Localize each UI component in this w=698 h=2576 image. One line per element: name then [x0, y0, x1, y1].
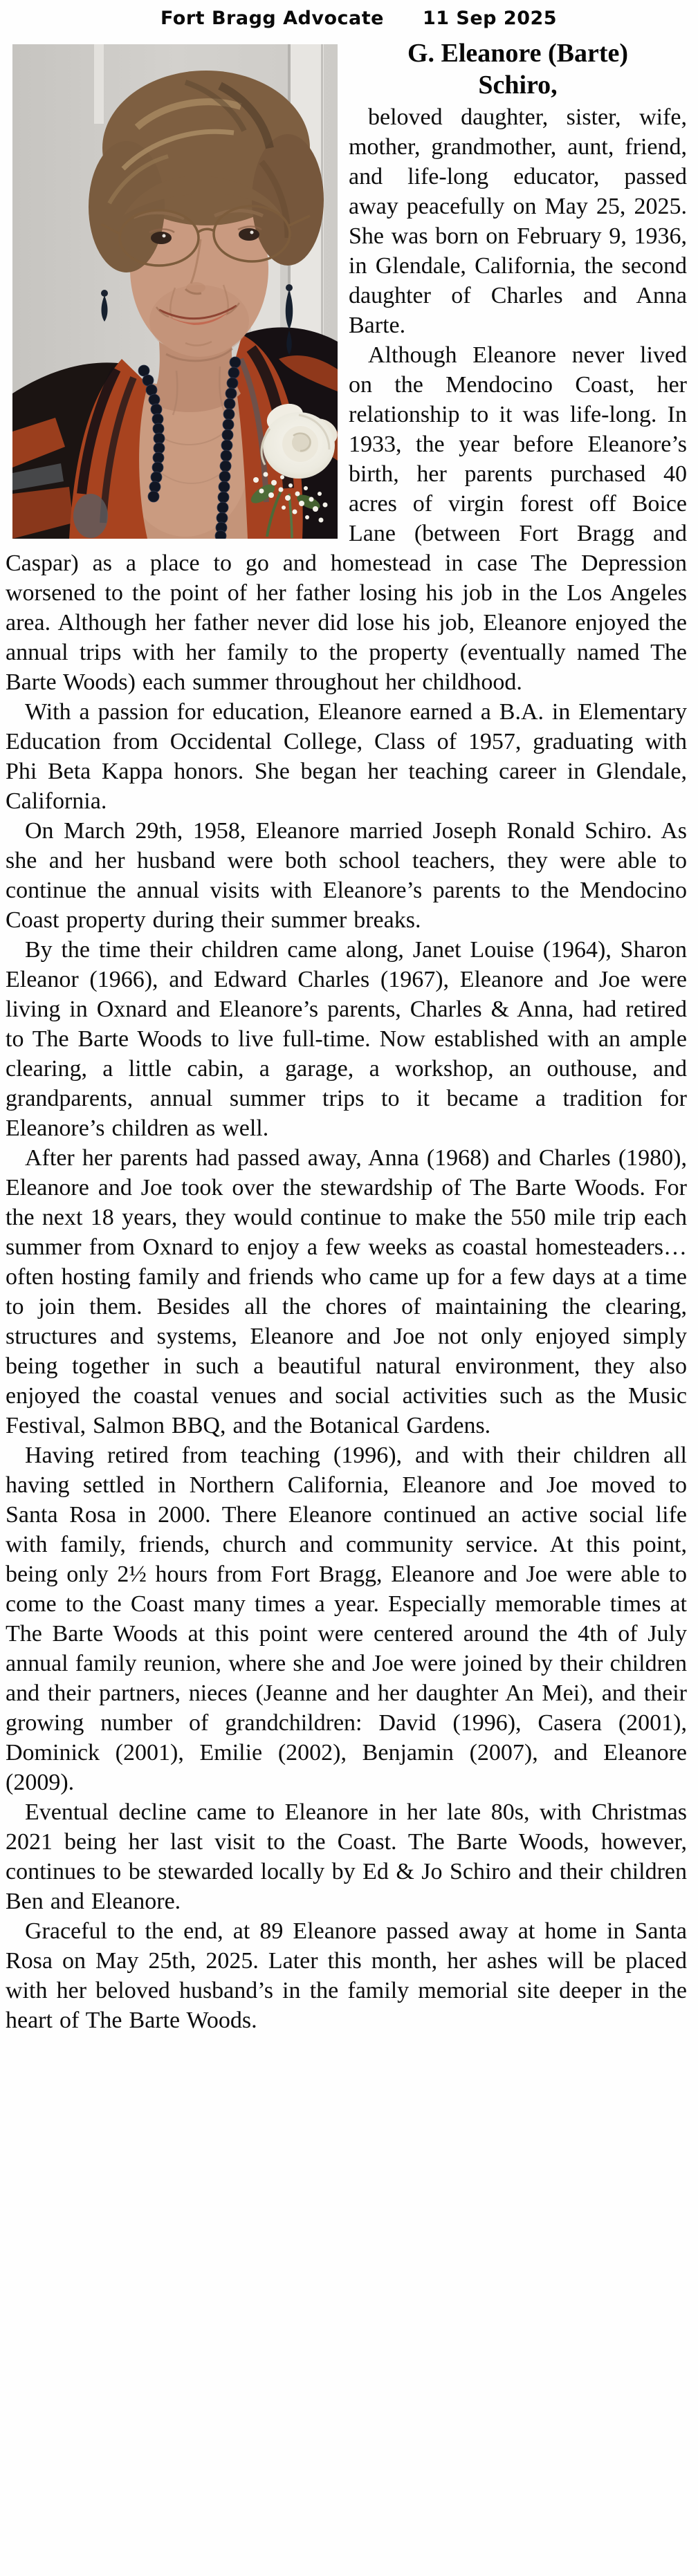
masthead	[6, 7, 687, 30]
obituary-title-line-1: G. Eleanore (Barte)	[407, 39, 629, 68]
masthead-date: 11 Sep 2025	[422, 8, 558, 29]
obituary-title-line-2: Schiro,	[478, 71, 558, 100]
obituary-paragraph: After her parents had passed away, Anna (1968) and Charles (1980), Eleanore and Joe took over the stewardship of The Barte Woods. For the next 18 years, they would continue to make the 550 mile trip each summer from Oxnard to enjoy a few weeks as coastal homesteaders…often hosting family and friends who came up for a few days at a time to join them. Besides all the chores of maintaining the clearing, structures and systems, Eleanore and Joe not only enjoyed simply being together in such a beautiful natural environment, they also enjoyed the coastal venues and social activities such as the Music Festival, Salmon BBQ, and the Botanical Gardens.	[6, 1145, 687, 1438]
obituary-paragraph: Although Eleanore never lived on the Mendocino Coast, her relationship to it was life-long. In 1933, the year before Eleanore’s birth, her parents purchased 40 acres of virgin forest off Boice Lane (between Fort Bragg and Caspar) as a place to go and homestead in case The Depression worsened to the point of her father losing his job in the Los Angeles area. Although her father never did lose his job, Eleanore enjoyed the annual trips with her family to the property (eventually named The Barte Woods) each summer throughout her childhood.	[6, 342, 687, 695]
obituary-paragraph: Graceful to the end, at 89 Eleanore passed away at home in Santa Rosa on May 25th, 2025. Later this month, her ashes will be placed with her beloved husband’s in the family memorial site deeper in the heart of The Barte Woods.	[6, 1918, 687, 2033]
obituary-paragraph: On March 29th, 1958, Eleanore married Joseph Ronald Schiro. As she and her husband were both school teachers, they were able to continue the annual visits with Eleanore’s parents to the Mendocino Coast property during their summer breaks.	[6, 818, 687, 933]
obituary-paragraph: Having retired from teaching (1996), and with their children all having settled in Northern California, Eleanore and Joe moved to Santa Rosa in 2000. There Eleanore continued an active social life with family, friends, church and community service. At this point, being only 2½ hours from Fort Bragg, Eleanore and Joe were able to come to the Coast many times a year. Especially memorable times at The Barte Woods at this point were centered around the 4th of July annual family reunion, where she and Joe were joined by their children and their partners, nieces (Jeanne and her daughter An Mei), and their growing number of grandchildren: David (1996), Casera (2001), Dominick (2001), Emilie (2002), Benjamin (2007), and Eleanore (2009).	[6, 1443, 687, 1795]
obituary-paragraph: By the time their children came along, Janet Louise (1964), Sharon Eleanor (1966), and Edward Charles (1967), Eleanore and Joe were living in Oxnard and Eleanore’s parents, Charles & Anna, had retired to The Barte Woods to live full-time. Now established with an ample clearing, a little cabin, a garage, a workshop, an outhouse, and grandparents, annual summer trips to it became a tradition for Eleanore’s children as well.	[6, 937, 687, 1141]
portrait-photo-svg	[12, 44, 338, 539]
obituary-paragraph: beloved daughter, sister, wife, mother, grandmother, aunt, friend, and life-long educator, passed away peacefully on May 25, 2025. She was born on February 9, 1936, in Glendale, California, the second daughter of Charles and Anna Barte.	[349, 104, 687, 338]
obituary-paragraph: With a passion for education, Eleanore earned a B.A. in Elementary Education from Occidental College, Class of 1957, graduating with Phi Beta Kappa honors. She began her teaching career in Glendale, California.	[6, 699, 687, 814]
portrait-photo	[12, 44, 338, 539]
obituary-paragraph: Eventual decline came to Eleanore in her late 80s, with Christmas 2021 being her last visit to the Coast. The Barte Woods, however, continues to be stewarded locally by Ed & Jo Schiro and their children Ben and Eleanore.	[6, 1799, 687, 1914]
masthead-publication: Fort Bragg Advocate	[160, 8, 384, 29]
